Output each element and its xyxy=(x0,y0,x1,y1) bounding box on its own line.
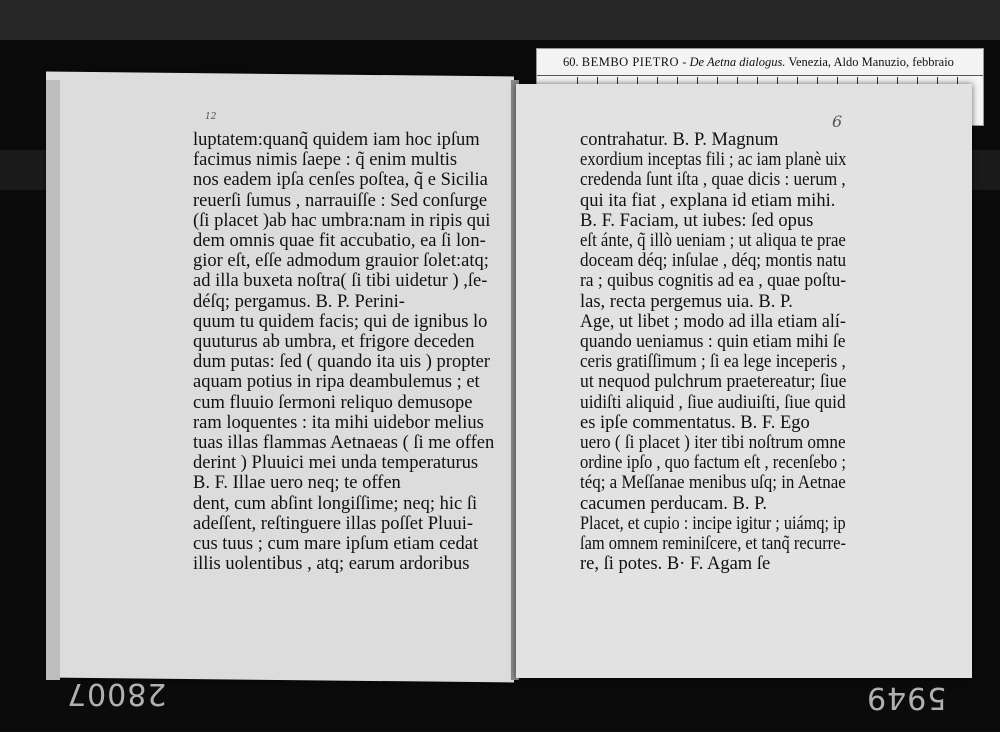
text-line: eſt ánte, q̃ illò ueniam ; ut aliqua te prae xyxy=(580,231,846,252)
text-line: qui ita fiat , explana id etiam mihi. xyxy=(580,190,836,211)
text-line: Placet, et cupio : incipe igitur ; uiámq; ip xyxy=(580,513,846,534)
text-line: adeſſent, reſtinguere illas poſſet Pluui- xyxy=(193,513,473,534)
text-line: nos eadem ipſa cenſes poſtea, q̃ e Sicilia xyxy=(193,170,488,191)
text-line: es ipſe commentatus. B. F. Ego xyxy=(580,412,810,433)
text-line: dum putas: ſed ( quando ita uis ) propter xyxy=(193,352,490,373)
text-line: tuas illas flammas Aetnaeas ( ſi me offen xyxy=(193,433,495,454)
text-line: uero ( ſi placet ) iter tibi noſtrum omne xyxy=(580,433,846,454)
left-page-edge xyxy=(46,80,60,680)
text-line: cacumen perducam. B. P. xyxy=(580,493,767,514)
text-line: (ſi placet )ab hac umbra:nam in ripis qui xyxy=(193,210,491,231)
text-line: re, ſi potes. B· F. Agam ſe xyxy=(580,554,771,575)
text-line: B. F. Illae uero neq; te offen xyxy=(193,473,401,494)
catalog-label-text xyxy=(563,55,954,70)
right-pencil-mark: 6 xyxy=(832,112,843,131)
text-line: gior eſt, eſſe admodum grauior ſolet:atq; xyxy=(193,251,489,272)
text-line: reuerſi ſumus , narrauiſſe : Sed conſurge xyxy=(193,190,488,211)
left-pencil-mark: 12 xyxy=(205,112,217,122)
text-line: credenda ſunt iſta , quae dicis : uerum , xyxy=(580,170,846,191)
catalog-imprint: Venezia, Aldo Manuzio, febbraio xyxy=(785,55,954,69)
text-line: contrahatur. B. P. Magnum xyxy=(580,130,779,150)
text-line: quando ueniamus : quin etiam mihi ſe xyxy=(580,332,846,353)
text-line: las, recta pergemus uia. B. P. xyxy=(580,291,793,312)
catalog-number: 60. xyxy=(563,55,579,69)
text-line: uidiſti aliquid , ſiue audiuiſti, ſiue quid xyxy=(580,392,846,413)
text-line: ram loquentes : ita mihi uidebor melius xyxy=(193,412,484,433)
text-line: derint ) Pluuici mei unda temperaturus xyxy=(193,453,479,474)
catalog-rule xyxy=(537,75,983,76)
text-line: doceam déq; inſulae , déq; montis natu xyxy=(580,251,846,272)
text-line: téq; a Meſſanae menibus uſq; in Aetnae xyxy=(580,473,846,494)
text-line: illis uolentibus , atq; earum ardoribus xyxy=(193,554,470,575)
left-page-text xyxy=(193,130,495,574)
text-line: exordium inceptas fili ; ac iam planè uix xyxy=(580,150,846,171)
background-frame-top xyxy=(0,0,1000,40)
text-line: luptatem:quanq̃ quidem iam hoc ipſum xyxy=(193,130,480,150)
text-line: dem omnis quae fit accubatio, ea ſi lon- xyxy=(193,231,486,252)
text-line: ad illa buxeta noſtra( ſi tibi uidetur ) ,ſe- xyxy=(193,271,488,292)
catalog-title: De Aetna dialogus. xyxy=(689,55,786,69)
text-line: ordine ipſo , quo factum eſt , recenſebo ; xyxy=(580,453,846,474)
text-line: ceris gratiſſimum ; ſi ea lege inceperis , xyxy=(580,352,846,373)
text-line: cus tuus ; cum mare ipſum etiam cedat xyxy=(193,534,479,555)
text-line: quum tu quidem facis; qui de ignibus lo xyxy=(193,311,488,332)
text-line: dent, cum abſint longiſſime; neq; hic ſi xyxy=(193,493,478,514)
catalog-dash: - xyxy=(679,55,690,69)
text-line: cum fluuio ſermoni reliquo demusope xyxy=(193,392,473,413)
text-line: B. F. Faciam, ut iubes: ſed opus xyxy=(580,210,814,231)
catalog-author: BEMBO PIETRO xyxy=(581,55,680,69)
text-line: facimus nimis ſaepe : q̃ enim multis xyxy=(193,150,458,171)
text-line: déſq; pergamus. B. P. Perini- xyxy=(193,291,405,312)
right-page-text xyxy=(580,130,846,574)
text-line: quuturus ab umbra, et frigore deceden xyxy=(193,332,475,353)
negative-number-left: 28007 xyxy=(66,676,167,711)
negative-number-right: 5949 xyxy=(866,680,947,715)
text-line: Age, ut libet ; modo ad illa etiam alí- xyxy=(580,311,846,332)
text-line: ſam omnem reminiſcere, et tanq̃ recurre- xyxy=(580,534,846,555)
text-line: aquam potius in ripa deambulemus ; et xyxy=(193,372,480,393)
text-line: ra ; quibus cognitis ad ea , quae poſtu- xyxy=(580,271,846,292)
text-line: ut nequod pulchrum praetereatur; ſiue xyxy=(580,372,846,393)
